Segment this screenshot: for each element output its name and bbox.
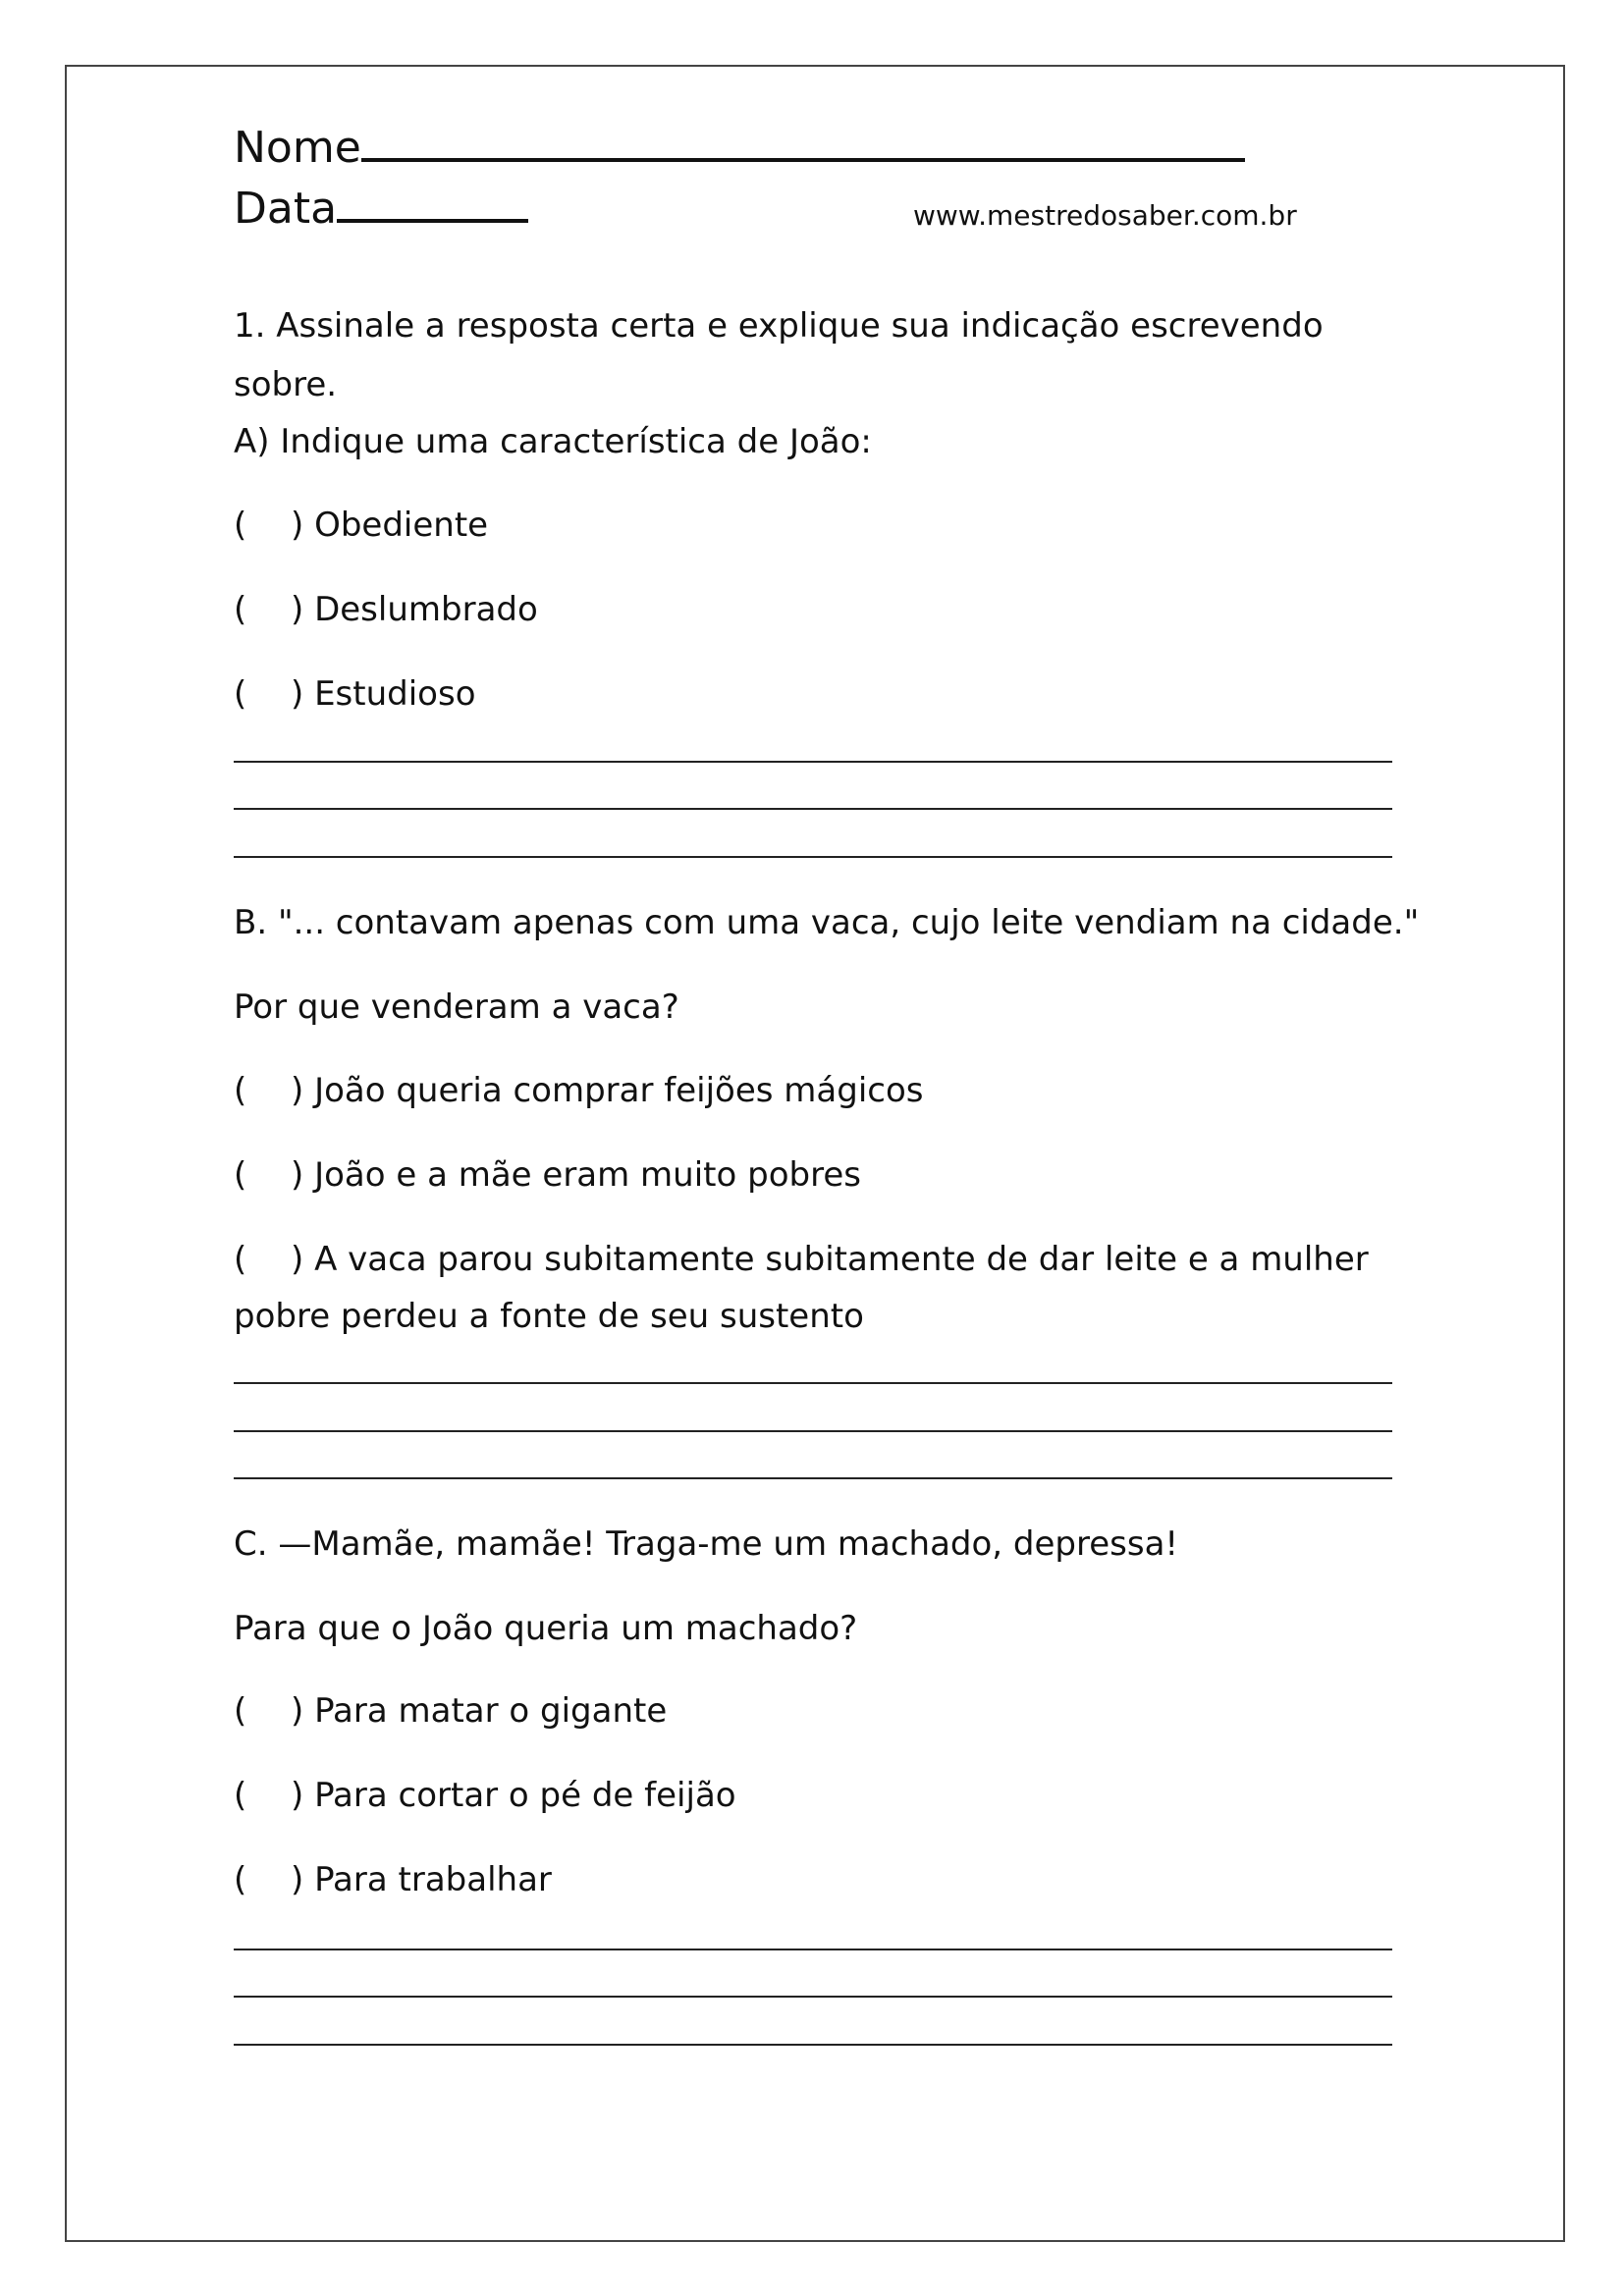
part-a-prompt: A) Indique uma característica de João: (234, 422, 872, 461)
part-c-quote: C. —Mamãe, mamãe! Traga-me um machado, depressa! (234, 1524, 1179, 1564)
date-field-row (234, 184, 528, 234)
answer-line[interactable] (234, 1996, 1392, 1998)
part-c-question: Para que o João queria um machado? (234, 1609, 858, 1648)
answer-line[interactable] (234, 761, 1392, 763)
part-a-option-1[interactable]: ( ) Obediente (234, 506, 489, 545)
date-label: Data (234, 184, 338, 234)
option-label: Obediente (314, 506, 489, 545)
answer-line[interactable] (234, 1430, 1392, 1432)
option-label: A vaca parou subitamente subitamente de dar leite e a mulher (314, 1240, 1369, 1279)
answer-line[interactable] (234, 856, 1392, 858)
option-label: Para matar o gigante (314, 1691, 668, 1731)
name-field-row (234, 123, 1245, 173)
option-label: Para cortar o pé de feijão (314, 1776, 736, 1815)
part-b-option-2[interactable]: ( ) João e a mãe eram muito pobres (234, 1155, 861, 1195)
question-instruction-line1: 1. Assinale a resposta certa e explique sua indicação escrevendo (234, 306, 1324, 346)
part-c-option-1[interactable]: ( ) Para matar o gigante (234, 1691, 668, 1731)
name-label: Nome (234, 123, 361, 173)
part-b-option-3-continuation: pobre perdeu a fonte de seu sustento (234, 1297, 864, 1336)
answer-line[interactable] (234, 1949, 1392, 1950)
website-url: www.mestredosaber.com.br (913, 199, 1297, 232)
answer-line[interactable] (234, 2044, 1392, 2046)
answer-line[interactable] (234, 1477, 1392, 1479)
part-a-option-2[interactable]: ( ) Deslumbrado (234, 590, 538, 629)
option-label: João e a mãe eram muito pobres (314, 1155, 861, 1195)
part-c-option-2[interactable]: ( ) Para cortar o pé de feijão (234, 1776, 736, 1815)
option-label: Estudioso (314, 674, 476, 714)
answer-line[interactable] (234, 1382, 1392, 1384)
question-instruction-line2: sobre. (234, 365, 338, 404)
part-c-option-3[interactable]: ( ) Para trabalhar (234, 1860, 552, 1899)
answer-line[interactable] (234, 808, 1392, 810)
name-blank-line[interactable] (361, 152, 1245, 162)
part-a-option-3[interactable]: ( ) Estudioso (234, 674, 476, 714)
part-b-option-1[interactable]: ( ) João queria comprar feijões mágicos (234, 1071, 924, 1110)
option-label: João queria comprar feijões mágicos (314, 1071, 924, 1110)
checkbox-open: ( (234, 506, 247, 545)
option-label: Para trabalhar (314, 1860, 552, 1899)
part-b-option-3[interactable]: ( ) A vaca parou subitamente subitamente de dar leite e a mulher (234, 1240, 1369, 1279)
option-label: Deslumbrado (314, 590, 538, 629)
date-blank-line[interactable] (337, 213, 528, 223)
part-b-question: Por que venderam a vaca? (234, 988, 679, 1027)
part-b-quote: B. "... contavam apenas com uma vaca, cujo leite vendiam na cidade." (234, 903, 1420, 942)
